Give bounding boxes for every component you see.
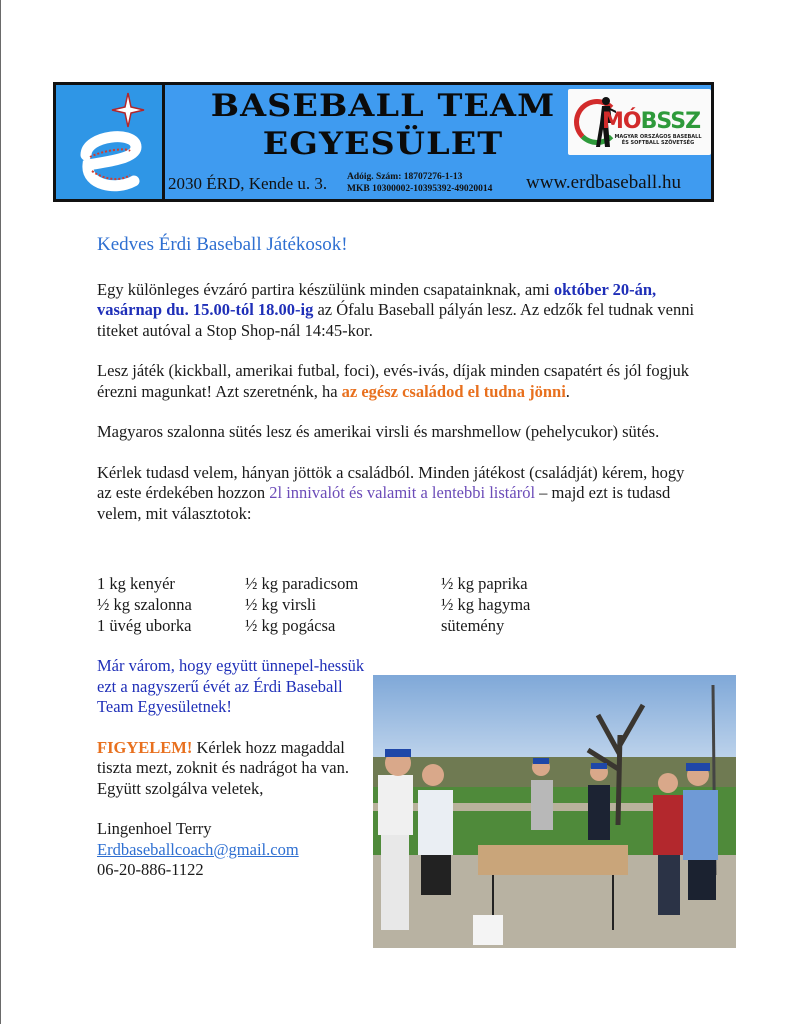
club-website[interactable]: www.erdbaseball.hu: [526, 172, 681, 193]
letter-closing: [97, 656, 367, 881]
list-row: [97, 594, 591, 615]
event-date: október 20-án, vasárnap du. 15.00-tól 18.00-ig: [97, 279, 657, 319]
list-item: ½ kg szalonna: [97, 595, 192, 614]
header-banner: [53, 82, 714, 202]
list-item: ½ kg hagyma: [441, 595, 531, 614]
paragraph-request: Kérlek tudasd velem, hányan jöttök a családból. Minden játékost (családját) kérem, hogy az este érdekében hozzon 2l innivalót és valamit a lentebbi listáról – majd ezt is tudasd velem, mit választotok:: [97, 462, 685, 523]
shopping-list: [97, 573, 591, 636]
paragraph-food: Magyaros szalonna sütés lesz és amerikai virsli és marshmellow (pehelycukor) sütés.: [97, 422, 660, 441]
phone-number: 06-20-886-1122: [97, 860, 204, 879]
greeting: Kedves Érdi Baseball Játékosok!: [97, 234, 348, 255]
notice: FIGYELEM! Kérlek hozz magaddal tiszta mezt, zoknit és nadrágot ha van. Együtt szolgálva veletek,: [97, 737, 349, 798]
bring-request: 2l innivalót és valamit a lentebbi listáról: [269, 483, 536, 502]
notice-label: FIGYELEM!: [97, 737, 193, 757]
tax-bank-info: [347, 171, 492, 195]
list-item: 1 kg kenyér: [97, 574, 175, 593]
celebrate-message: Már várom, hogy együtt ünnepel-hessük ezt a nagyszerű évét az Érdi Baseball Team Egyesületnek!: [97, 656, 365, 716]
list-item: ½ kg pogácsa: [245, 616, 336, 635]
signature-name: Lingenhoel Terry: [97, 819, 212, 838]
paragraph-activities: Lesz játék (kickball, amerikai futbal, foci), evés-ivás, díjak minden csapatért és jól fogjuk érezni magunkat! Azt szeretnénk, ha az egész családod el tudna jönni.: [97, 361, 689, 401]
list-row: [97, 573, 591, 594]
baseball-e-star-logo-icon: [56, 85, 162, 199]
mobssz-wordmark: MÓBSSZ: [602, 109, 701, 134]
paragraph-event: Egy különleges évzáró partira készülünk minden csapatainknak, ami október 20-án, vasárnap du. 15.00-tól 18.00-ig az Ófalu Baseball pályán lesz. Az edzők fel tudnak venni titeket autóval a Stop Shop-nál 14:45-kor.: [97, 279, 695, 340]
email-link[interactable]: Erdbaseballcoach@gmail.com: [97, 839, 299, 859]
club-address: 2030 ÉRD, Kende u. 3.: [168, 174, 328, 193]
letter-body: [97, 235, 697, 544]
title-line-1: BASEBALL TEAM: [210, 88, 556, 124]
list-row: [97, 615, 591, 636]
signoff: Együtt szolgálva veletek,: [97, 778, 264, 798]
title-line-2: EGYESÜLET: [262, 126, 504, 162]
person: [378, 749, 413, 930]
person: [588, 763, 610, 840]
list-item: ½ kg paprika: [441, 574, 528, 593]
page-border: [0, 0, 1, 1024]
list-item: ½ kg virsli: [245, 595, 317, 614]
tax-number: Adóig. Szám: 18707276-1-13: [347, 172, 463, 182]
event-photo: [373, 675, 736, 948]
family-invite: az egész családod el tudna jönni: [341, 381, 566, 401]
list-item: 1 üvég uborka: [97, 616, 192, 635]
club-title: [151, 87, 615, 163]
person: [531, 758, 553, 830]
club-logo: [56, 85, 165, 199]
mobssz-subtitle: MAGYAR ORSZÁGOS BASEBALL ÉS SOFTBALL SZÖVETSÉG: [614, 134, 702, 146]
table: [478, 845, 628, 875]
mobssz-logo: [568, 89, 711, 155]
bank-account: MKB 10300002-10395392-49020014: [347, 184, 493, 194]
bag: [473, 915, 503, 945]
list-item: ½ kg paradicsom: [245, 574, 359, 593]
photo-illustration: [373, 675, 736, 948]
list-item: sütemény: [441, 616, 505, 635]
